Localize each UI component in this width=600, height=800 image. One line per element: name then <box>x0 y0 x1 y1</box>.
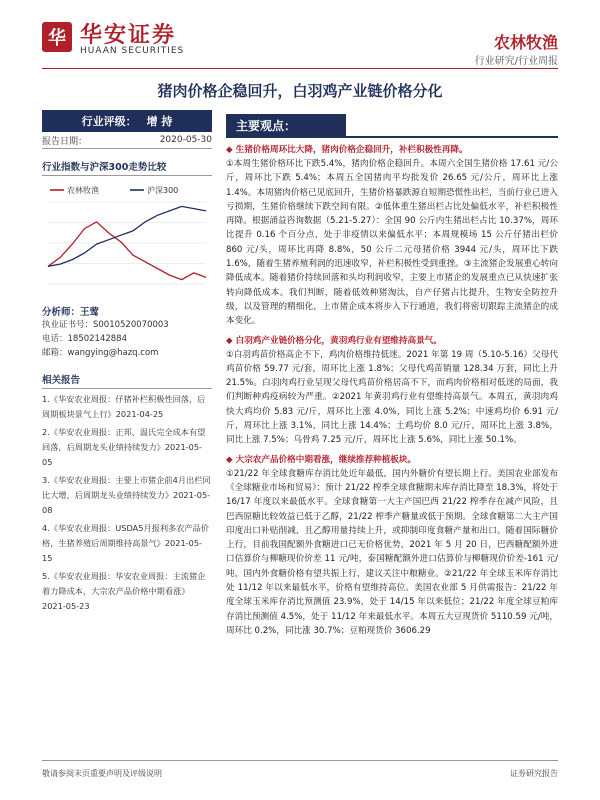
point-pork-heading: ◆ 生猪价格周环比大降，猪肉价格企稳回升，补栏积极性再降。 <box>226 145 468 155</box>
footer-disclaimer: 敬请参阅末页重要声明及评级说明 <box>42 769 162 778</box>
report-header <box>0 0 600 70</box>
report-type: 行业研究/行业周报 <box>474 56 558 67</box>
main-points-heading: 主要观点： <box>226 114 346 136</box>
report-title: 猪肉价格企稳回升，白羽鸡产业链价格分化 <box>157 82 443 100</box>
analyst-cert: 执业证书号：S0010520070003 <box>42 320 169 330</box>
analyst-email: 邮箱：wangying@hazq.com <box>42 348 159 358</box>
rating-value: 增 持 <box>146 115 173 128</box>
analyst-name: 分析师：王莺 <box>42 307 100 318</box>
point-crops-body: ①21/22 年全球食糖库存消比处近年最低，国内外糖价有望长期上行。美国农业部发布《全球糖业市场和贸易》：预计 21/22 榨季全球食糖期末库存消比降至 18.3%，将处于 16/17 年度以来最低水平。全球食糖第一大主产国巴西 21/22 榨季存在减产风险，且巴西原糖比较效益已低于乙醇，21/22 榨季产糖量或低于预期。全球食糖第二大主产国印度出口补贴削减，且乙醇用量持续上升，或抑制印度食糖产量和出口。随着国际糖价上行，目前我国配额外食糖进口已无价格优势，2021 年 5 月 20 日，巴西糖配额外进口估算价与柳糖现价价差 11 元/吨，泰国糖配额外进口估算价与柳糖现价价差-161 元/吨，国内外食糖价格有望共振上行，建议关注中粮糖业。②21/22 年全球玉米库存消比处 11/12 年以来最低水平，价格有望维持高位。美国农业部 5 月供需报告：21/22 年度全球玉米库存消比预测值 23.9%，处于 14/15 年以来低位；21/22 年度全球豆粕库存消比预测值 4.5%，处于 11/12 年来最低水平。本周五大豆现货价 5110.59 元/吨，周环比 0.2%，同比涨 30.7%；豆粕现货价 3606.29 <box>226 468 558 636</box>
main-content <box>226 114 558 638</box>
analyst-phone: 电话：18502142884 <box>42 334 127 344</box>
point-broiler-heading: ◆ 白羽鸡产业链价格分化，黄羽鸡行业有望维持高景气。 <box>226 335 442 346</box>
logo-name-cn: 华安证券 <box>80 23 177 48</box>
header-divider <box>42 68 558 69</box>
index-trend-chart <box>42 180 212 292</box>
main-heading-rule <box>226 136 558 138</box>
related-report-item[interactable]: 3.《华安农业周报：主要上市猪企前4月出栏同比大增，后周期龙头业绩持续发力》2021-05-08 <box>42 475 211 515</box>
related-report-item[interactable]: 1.《华安农业周报：仔猪补栏积极性回落，后周期板块景气上行》2021-04-25 <box>42 394 206 419</box>
point-broiler-body: ①白羽鸡苗价格高企不下，鸡肉价格维持低迷。2021 年第 19 周（5.10-5.16）父母代鸡苗价格 59.77 元/套，周环比上涨 1.8%；父母代鸡苗销量 128.34 万套，同比上升 21.5%。白羽肉鸡行业呈现父母代鸡苗价格居高不下，而鸡肉价格相对低迷的局面，我们判断种鸡疫病较为严重。②2021 年黄羽鸡行业有望维持高景气。本周五，黄羽肉鸡快大鸡均价 5.83 元/斤，周环比上涨 4.0%，同比上涨 5.2%；中速鸡均价 6.91 元/斤，周环比上涨 3.1%，同比上涨 14.4%；土鸡均价 8.0 元/斤，周环比上涨 3.8%，同比上涨 7.5%；乌骨鸡 7.25 元/斤，周环比上涨 5.6%，同比上涨 50.1%。 <box>226 349 558 446</box>
sector-name: 农林牧渔 <box>493 33 558 52</box>
series-line-0 <box>48 222 206 280</box>
related-report-item[interactable]: 4.《华安农业周报：USDA5月报利多农产品价格，生猪养殖后周期维持高景气》2021-05-15 <box>42 523 209 563</box>
footer-report-type: 证券研究报告 <box>510 769 558 778</box>
huaan-logo-icon <box>42 22 72 52</box>
related-report-item[interactable]: 2.《华安农业周报：正邦、温氏完全成本有望回落，后周期龙头业绩持续发力》2021-05-05 <box>42 427 206 467</box>
footer-divider <box>42 760 558 761</box>
related-report-item[interactable]: 5.《华安农业周报：华安农业周报：主流猪企着力降成本，大宗农产品价格中期看涨》2021-05-23 <box>42 571 206 611</box>
report-date-value: 2020-05-30 <box>159 135 212 145</box>
series-line-1 <box>48 206 206 266</box>
related-reports-title: 相关报告 <box>42 372 212 389</box>
legend-label: 沪深300 <box>147 186 179 195</box>
chart-section-title: 行业指数与沪深300走势比较 <box>42 159 212 176</box>
left-sidebar <box>42 110 212 614</box>
report-date-row <box>42 132 212 149</box>
legend-label: 农林牧渔 <box>67 186 99 195</box>
point-pork-body: ①本周生猪价格环比下跌5.4%，猪肉价格企稳回升。本周六全国生猪价格 17.61 元/公斤，周环比下跌 5.4%；本周五全国猪肉平均批发价 26.65 元/公斤，周环比上涨 1.4%。本周猪肉价格已见底回升，生猪价格暴跌源自短期恐慌性出栏，当前行业已进入亏损期，生猪价格继续下跌空间有限。②低体重生猪出栏占比处偏低水平，补栏积极性再降。根据涌益咨询数据（5.21-5.27）：全国 90 公斤内生猪出栏占比 10.37%，周环比提升 0.16 个百分点，处于非疫情以来偏低水平；本周规模场 15 公斤仔猪出栏价 860 元/头，周环比再降 8.8%，50 公斤二元母猪价格 3944 元/头，周环比下跌 1.6%，随着生猪养殖利润的迅速收窄，补栏积极性受到重挫。③主流猪企发展重心转向降低成本。随着猪价持续回落和头均利润收窄，主要上市猪企的发展重点已从快速扩张转向降低成本。我们判断，随着低效种猪淘汰，自产仔猪占比提升，生物安全防控升级，以及管理的精细化，上市猪企成本将步入下行通道，我们将密切跟踪主流猪企的成本变化。 <box>226 159 558 327</box>
point-crops-heading: ◆ 大宗农产品价格中期看涨，继续推荐种植板块。 <box>226 454 417 465</box>
logo-char: 华 <box>48 28 66 49</box>
report-date-label: 报告日期： <box>42 136 88 147</box>
rating-label: 行业评级： <box>81 115 137 128</box>
logo-name-en: HUAAN SECURITIES <box>80 46 185 56</box>
industry-rating <box>42 110 212 132</box>
